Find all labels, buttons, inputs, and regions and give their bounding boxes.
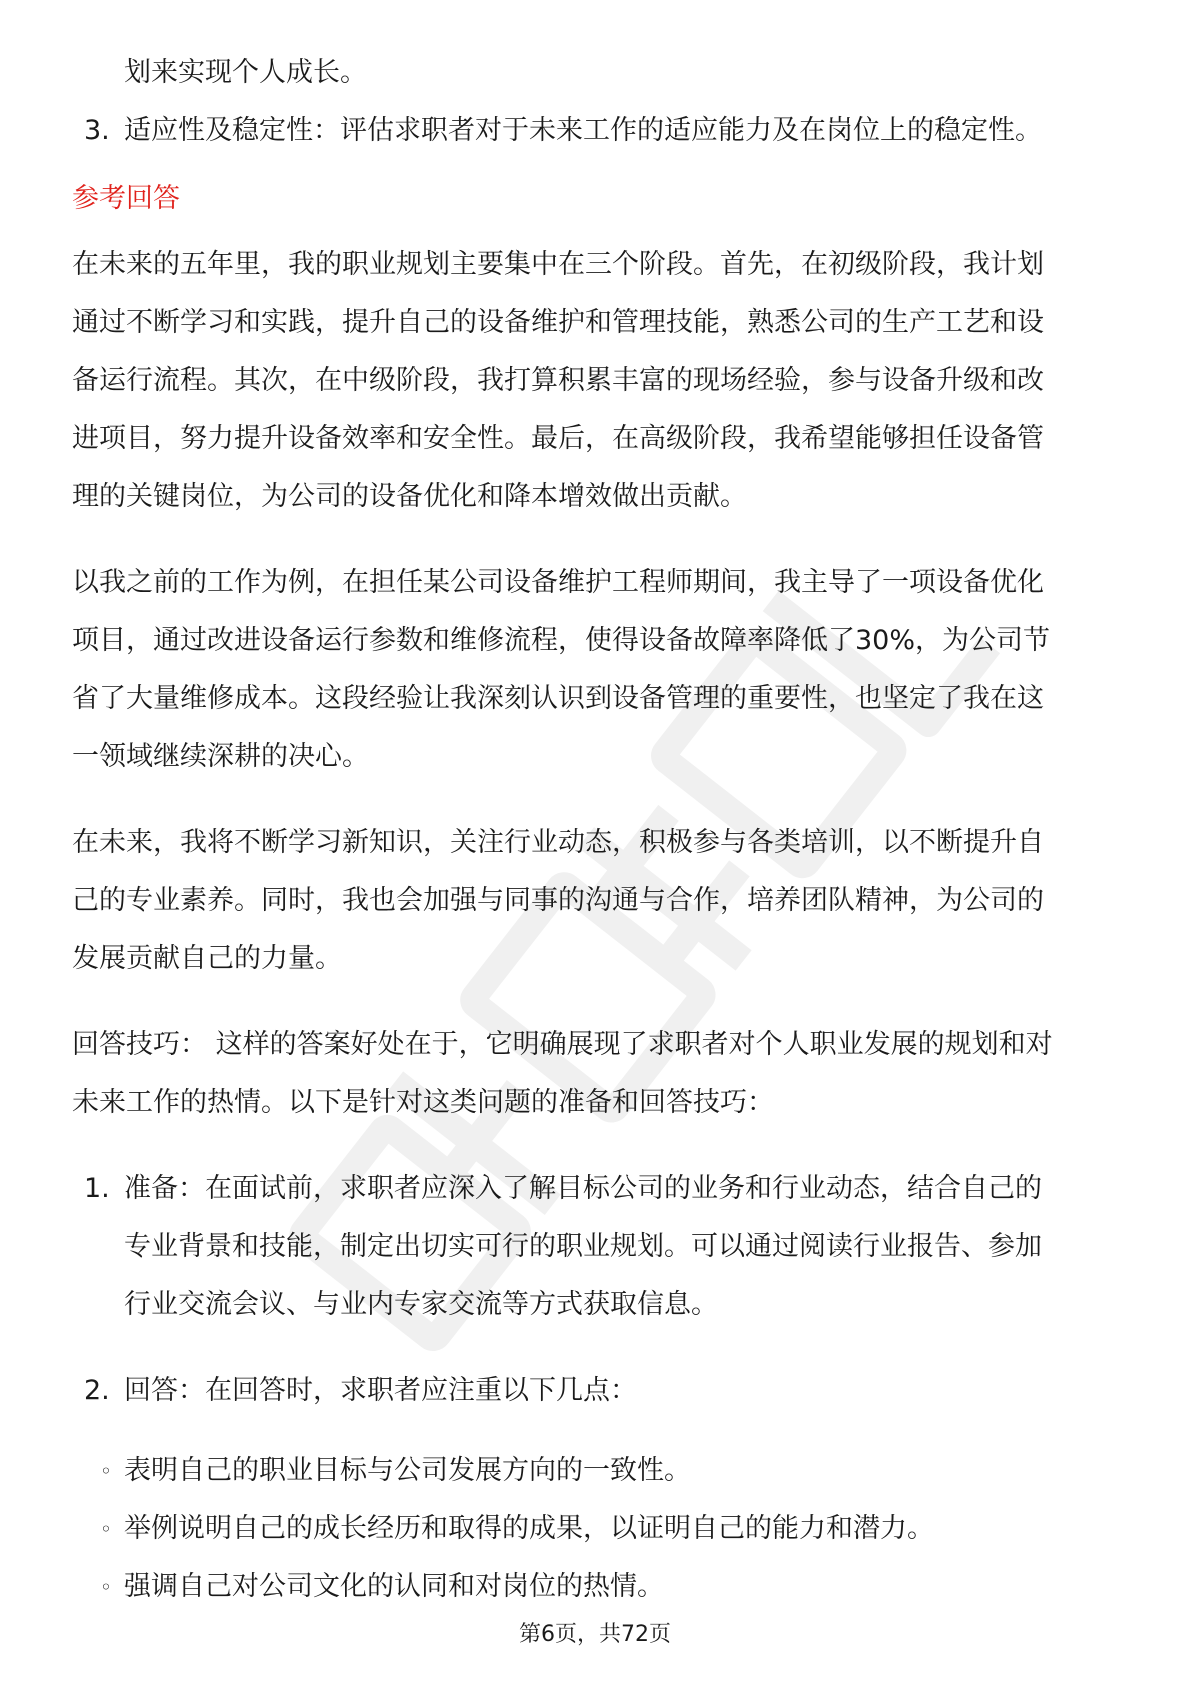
paragraph-line: 发展贡献自己的力量。 — [72, 943, 342, 974]
paragraph-line: 项目，通过改进设备运行参数和维修流程，使得设备故障率降低了30%，为公司节 — [72, 625, 1051, 656]
bullet-item — [20, 1558, 1122, 1616]
criteria-item-3 — [72, 102, 1122, 160]
list-item-line: 准备：在面试前，求职者应深入了解目标公司的业务和行业动态，结合自己的 — [124, 1173, 1042, 1204]
bullet-text: 举例说明自己的成长经历和取得的成果，以证明自己的能力和潜力。 — [124, 1513, 934, 1544]
paragraph-line: 在未来的五年里，我的职业规划主要集中在三个阶段。首先，在初级阶段，我计划 — [72, 249, 1044, 280]
paragraph-line: 己的专业素养。同时，我也会加强与同事的沟通与合作，培养团队精神，为公司的 — [72, 885, 1044, 916]
list-item-text: 回答：在回答时，求职者应注重以下几点： — [124, 1375, 637, 1406]
list-item-text: 适应性及稳定性：评估求职者对于未来工作的适应能力及在岗位上的稳定性。 — [124, 115, 1042, 146]
bullet-icon: ◦ — [100, 1459, 112, 1483]
paragraph-line: 省了大量维修成本。这段经验让我深刻认识到设备管理的重要性，也坚定了我在这 — [72, 683, 1044, 714]
page-number-footer: 第6页，共72页 — [519, 1622, 671, 1647]
list-number: 3. — [84, 115, 110, 146]
bullet-item — [20, 1500, 1122, 1558]
paragraph-line: 进项目，努力提升设备效率和安全性。最后，在高级阶段，我希望能够担任设备管 — [72, 423, 1044, 454]
paragraph-line: 未来工作的热情。以下是针对这类问题的准备和回答技巧： — [72, 1087, 774, 1118]
list-item-line: 专业背景和技能，制定出切实可行的职业规划。可以通过阅读行业报告、参加 — [124, 1231, 1042, 1262]
continued-text: 划来实现个人成长。 — [124, 57, 367, 88]
paragraph-line: 在未来，我将不断学习新知识，关注行业动态，积极参与各类培训，以不断提升自 — [72, 827, 1044, 858]
tips-bullet-list — [20, 1442, 1122, 1616]
tips-item-2 — [72, 1362, 1122, 1420]
bullet-text: 表明自己的职业目标与公司发展方向的一致性。 — [124, 1455, 691, 1486]
reference-paragraph-2 — [72, 554, 1122, 786]
paragraph-line: 理的关键岗位，为公司的设备优化和降本增效做出贡献。 — [72, 481, 747, 512]
list-item-line: 行业交流会议、与业内专家交流等方式获取信息。 — [124, 1289, 718, 1320]
bullet-icon: ◦ — [100, 1517, 112, 1541]
list-number: 2. — [84, 1375, 110, 1406]
bullet-text: 强调自己对公司文化的认同和对岗位的热情。 — [124, 1571, 664, 1602]
document-page — [72, 44, 1122, 1616]
section-title-reference: 参考回答 — [72, 183, 180, 214]
tips-item-1 — [72, 1160, 1122, 1334]
bullet-icon: ◦ — [100, 1575, 112, 1599]
reference-paragraph-3 — [72, 814, 1122, 988]
paragraph-line: 一领域继续深耕的决心。 — [72, 741, 369, 772]
paragraph-line: 通过不断学习和实践，提升自己的设备维护和管理技能，熟悉公司的生产工艺和设 — [72, 307, 1044, 338]
bullet-item — [20, 1442, 1122, 1500]
paragraph-line: 回答技巧： 这样的答案好处在于，它明确展现了求职者对个人职业发展的规划和对 — [72, 1029, 1053, 1060]
list-number: 1. — [84, 1173, 110, 1204]
reference-paragraph-1 — [72, 236, 1122, 526]
answer-tips-intro — [72, 1016, 1122, 1132]
paragraph-line: 以我之前的工作为例，在担任某公司设备维护工程师期间，我主导了一项设备优化 — [72, 567, 1044, 598]
paragraph-line: 备运行流程。其次，在中级阶段，我打算积累丰富的现场经验，参与设备升级和改 — [72, 365, 1044, 396]
